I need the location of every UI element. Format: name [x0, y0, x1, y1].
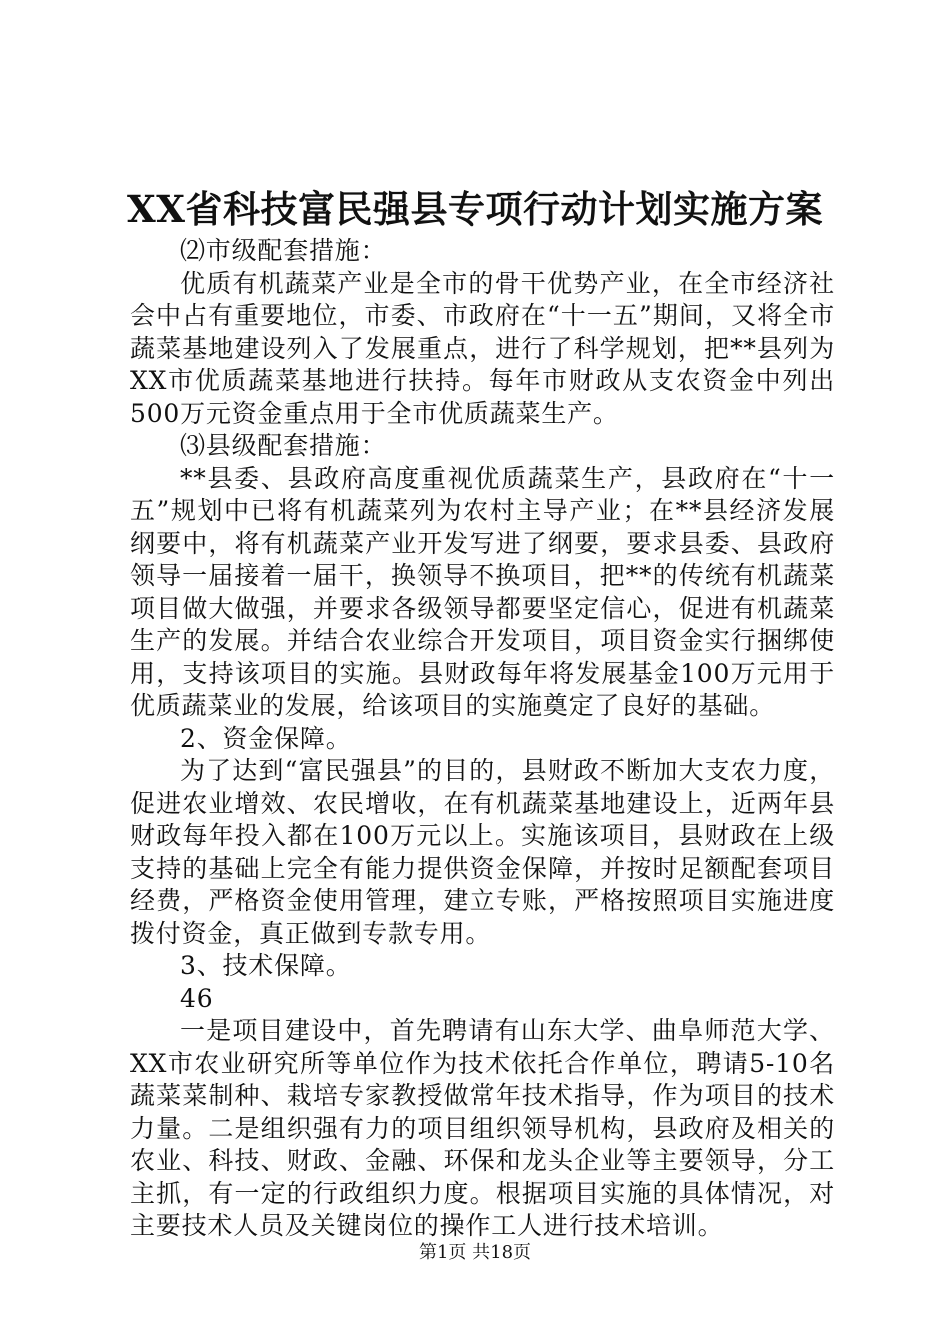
page-footer: 第1页 共18页	[418, 1242, 532, 1263]
paragraph-technical-heading: 3、技术保障。	[180, 951, 352, 980]
paragraph-number: 46	[180, 983, 214, 1013]
paragraph-county-measures-heading: ⑶县级配套措施：	[180, 431, 387, 460]
paragraph-funding: 为了达到“富民强县”的目的，县财政不断加大支农力度，促进农业增效、农民增收，在有机蔬菜基地建设上，近两年县财政每年投入都在100万元以上。实施该项目，县财政在上级支持的基础上完全有能力提供资金保障，并按时足额配套项目经费，严格资金使用管理，建立专账，严格按照项目实施进度拨付资金，真正做到专款专用。	[130, 756, 835, 948]
paragraph-technical: 一是项目建设中，首先聘请有山东大学、曲阜师范大学、XX市农业研究所等单位作为技术依托合作单位，聘请5-10名蔬菜菜制种、栽培专家教授做常年技术指导，作为项目的技术力量。二是组织强有力的项目组织领导机构，县政府及相关的农业、科技、财政、金融、环保和龙头企业等主要领导，分工主抓，有一定的行政组织力度。根据项目实施的具体情况，对主要技术人员及关键岗位的操作工人进行技术培训。	[130, 1016, 835, 1240]
paragraph-county-measures: **县委、县政府高度重视优质蔬菜生产，县政府在“十一五”规划中已将有机蔬菜列为农村主导产业；在**县经济发展纲要中，将有机蔬菜产业开发写进了纲要，要求县委、县政府领导一届接着一届干，换领导不换项目，把**的传统有机蔬菜项目做大做强，并要求各级领导都要坚定信心，促进有机蔬菜生产的发展。并结合农业综合开发项目，项目资金实行捆绑使用，支持该项目的实施。县财政每年将发展基金100万元用于优质蔬菜业的发展，给该项目的实施奠定了良好的基础。	[130, 463, 835, 720]
document-body	[130, 235, 835, 1243]
document-title: XX省科技富民强县专项行动计划实施方案	[127, 187, 823, 231]
paragraph-city-measures-heading: ⑵市级配套措施：	[180, 236, 387, 265]
paragraph-city-measures: 优质有机蔬菜产业是全市的骨干优势产业，在全市经济社会中占有重要地位，市委、市政府在“十一五”期间，又将全市蔬菜基地建设列入了发展重点，进行了科学规划，把**县列为XX市优质蔬菜基地进行扶持。每年市财政从支农资金中列出500万元资金重点用于全市优质蔬菜生产。	[130, 268, 835, 428]
paragraph-funding-heading: 2、资金保障。	[180, 723, 352, 753]
